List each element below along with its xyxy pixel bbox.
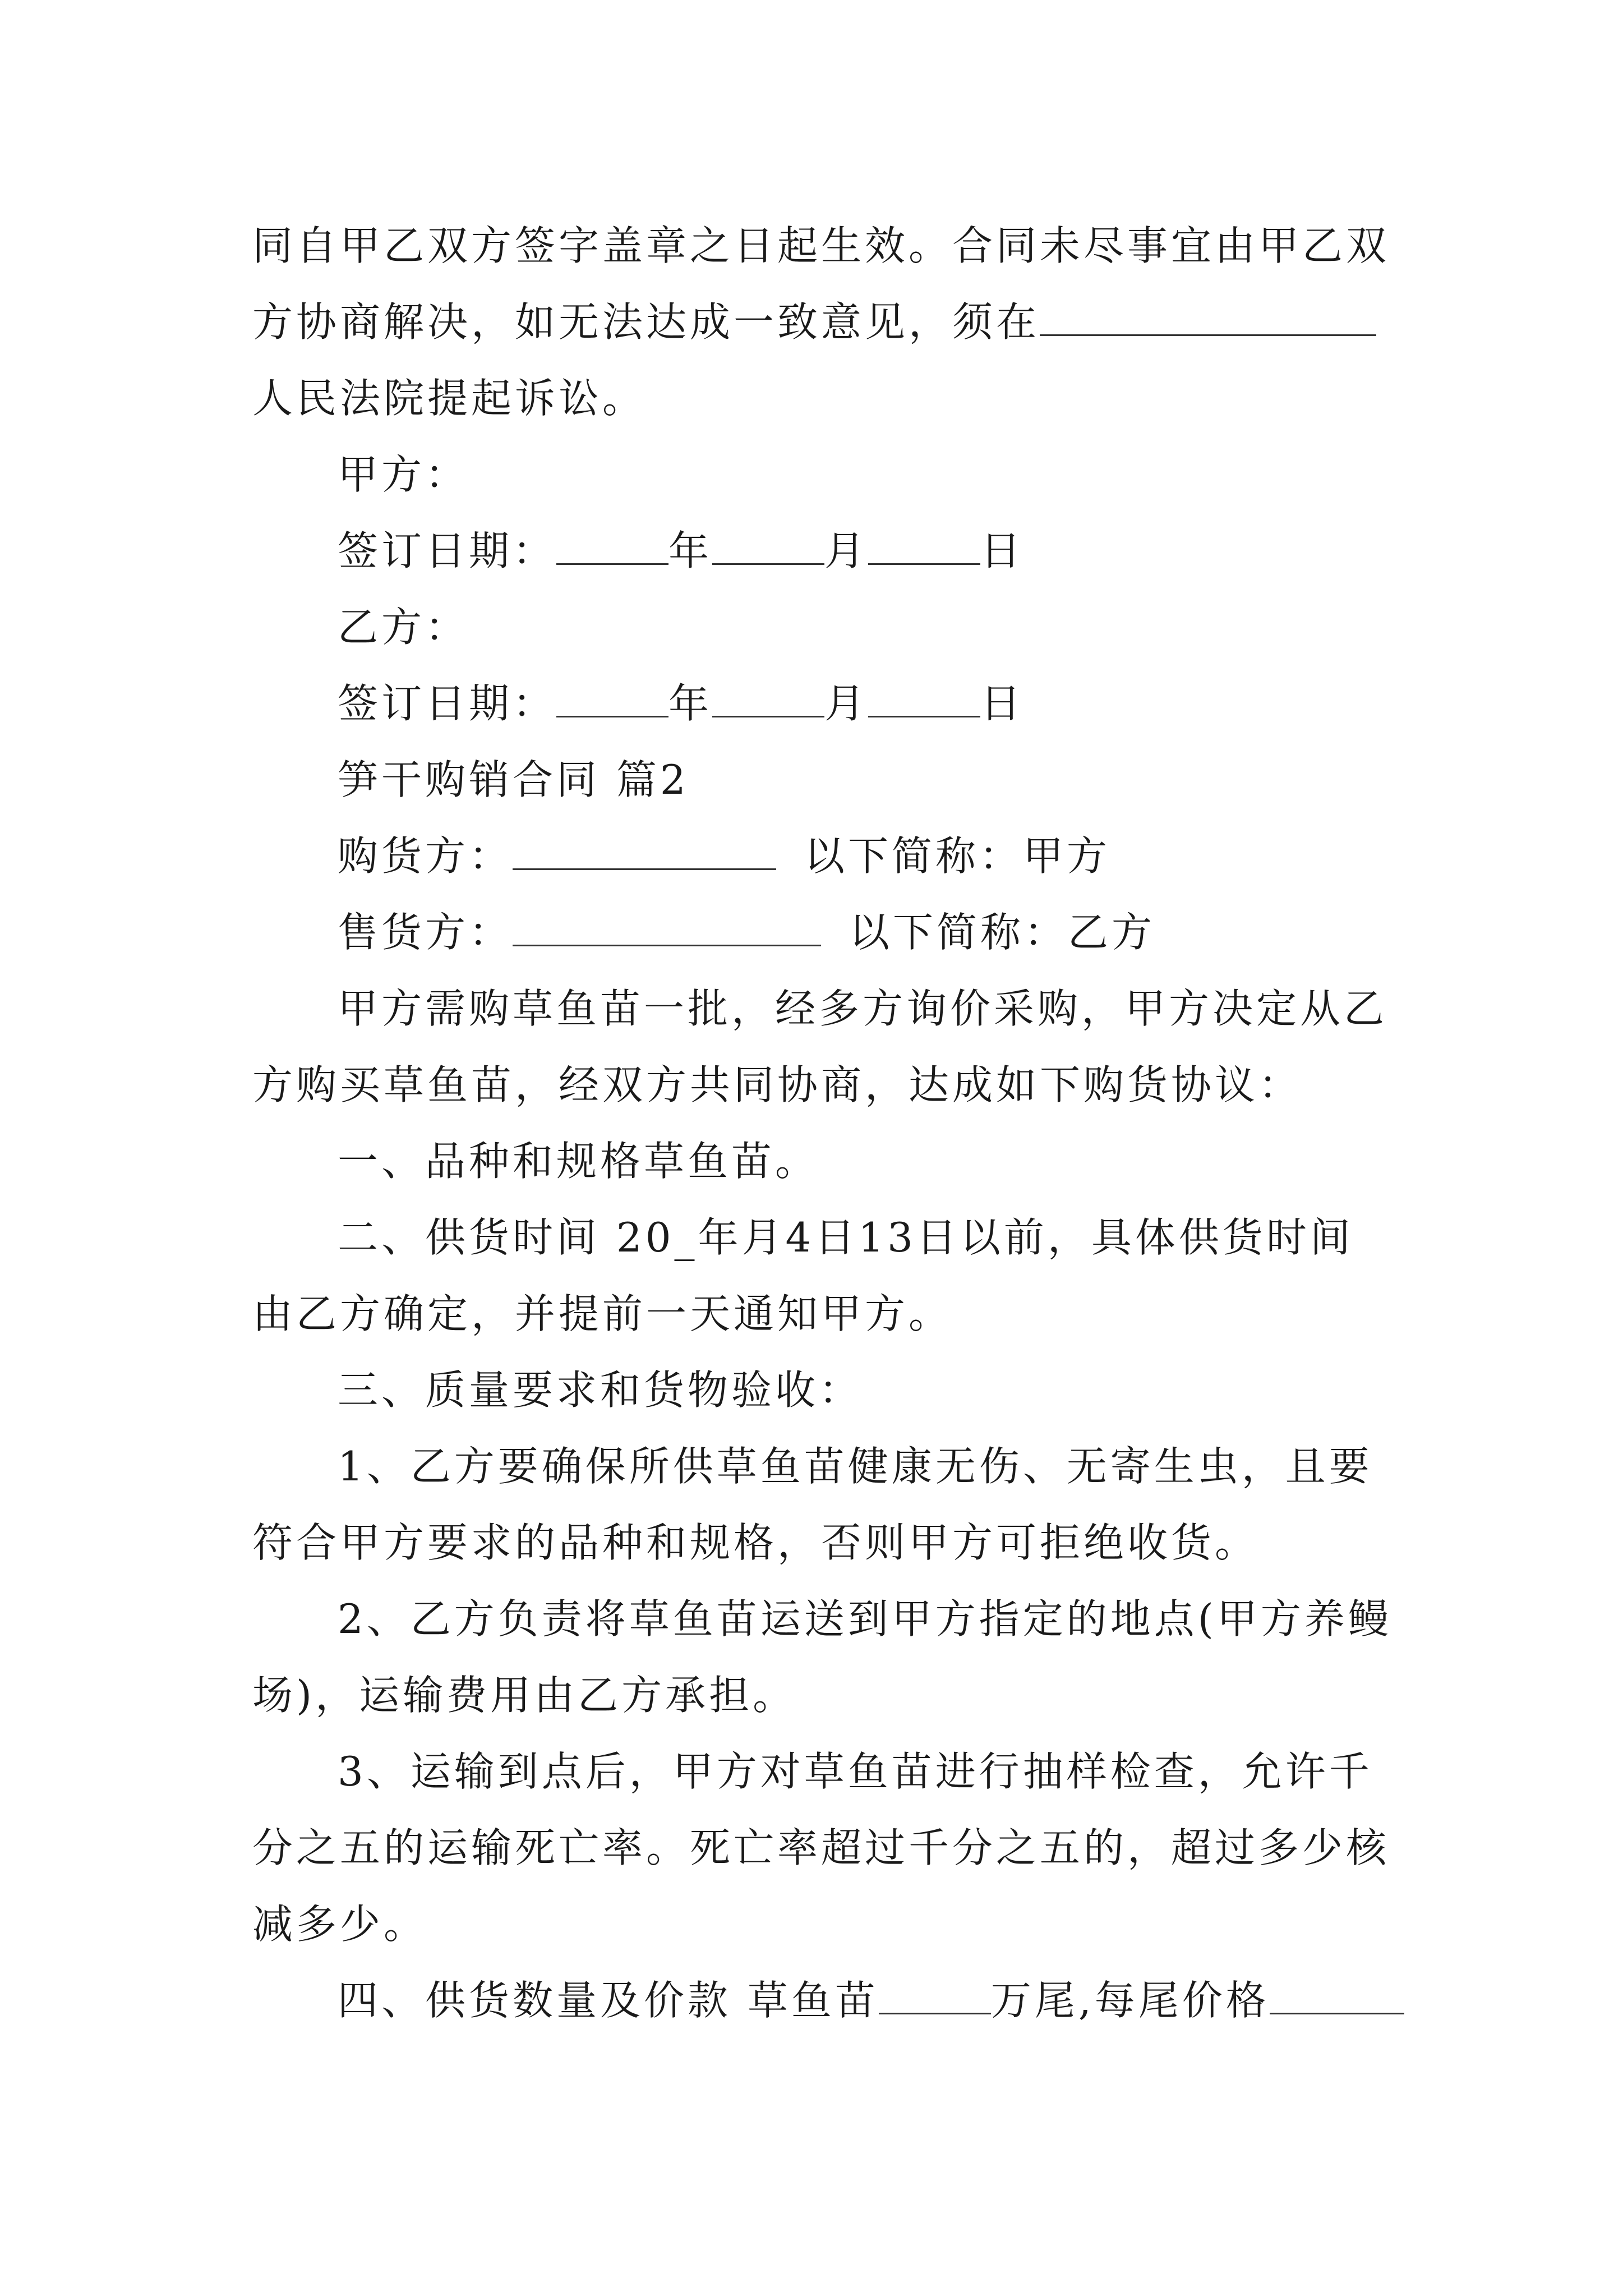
text-line: 2、乙方负责将草鱼苗运送到甲方指定的地点(甲方养鳗 [338,1595,1392,1642]
quantity-price-line [252,1962,1385,2039]
text-line: 二、供货时间 20_年月4日13日以前，具体供货时间 [338,1214,1354,1261]
party-a-label: 甲方： [338,451,469,498]
text-line: 场)，运输费用由乙方承担。 [252,1672,797,1719]
blank-price [1270,1979,1404,2014]
buyer-line [252,818,1385,894]
text-segment: 四、供货数量及价款 草鱼苗 [338,1977,879,2024]
blank-month [712,682,824,717]
day-label: 日 [980,680,1025,727]
text-line: 甲方需购草鱼苗一批，经多方询价采购，甲方决定从乙 [338,985,1388,1032]
blank-buyer [513,835,776,870]
blank-day [868,530,980,565]
text-line: 分之五的运输死亡率。死亡率超过千分之五的，超过多少核 [252,1824,1390,1871]
blank-month [712,530,824,565]
seller-label: 售货方： [338,909,513,956]
text-line: 1、乙方要确保所供草鱼苗健康无伤、无寄生虫，且要 [338,1443,1373,1490]
seller-alias: 以下简称：乙方 [849,909,1156,956]
text-line: 三、质量要求和货物验收： [338,1366,863,1414]
month-label: 月 [824,527,869,574]
seller-line [252,894,1385,970]
text-line [252,284,1385,360]
buyer-label: 购货方： [338,832,513,880]
text-line: 一、品种和规格草鱼苗。 [338,1138,819,1185]
document-page [252,208,1392,2039]
sign-date-label: 签订日期： [338,680,557,727]
blank-year [556,682,668,717]
sign-date-a [252,513,1385,589]
text-line: 同自甲乙双方签字盖章之日起生效。合同未尽事宜由甲乙双 [252,222,1390,269]
text-line: 3、运输到点后，甲方对草鱼苗进行抽样检查，允许千 [338,1748,1373,1795]
blank-court [1040,301,1376,336]
day-label: 日 [980,527,1025,574]
blank-year [556,530,668,565]
buyer-alias: 以下简称：甲方 [804,832,1111,880]
month-label: 月 [824,680,869,727]
text-line: 减多少。 [252,1901,428,1948]
year-label: 年 [668,527,713,574]
text-line: 方购买草鱼苗，经双方共同协商，达成如下购货协议： [252,1061,1303,1108]
text-line: 符合甲方要求的品种和规格，否则甲方可拒绝收货。 [252,1519,1259,1566]
text-line: 人民法院提起诉讼。 [252,375,647,422]
text-line: 由乙方确定，并提前一天通知甲方。 [252,1290,953,1337]
sign-date-label: 签订日期： [338,527,557,574]
year-label: 年 [668,680,713,727]
blank-day [868,682,980,717]
sign-date-b [252,665,1385,742]
text-segment: 万尾,每尾价格 [990,1977,1270,2024]
text-segment: 方协商解决，如无法达成一致意见，须在 [252,298,1040,346]
blank-seller [513,911,821,946]
blank-quantity [879,1979,991,2014]
party-b-label: 乙方： [338,604,469,651]
section-title: 笋干购销合同 篇2 [338,756,689,803]
